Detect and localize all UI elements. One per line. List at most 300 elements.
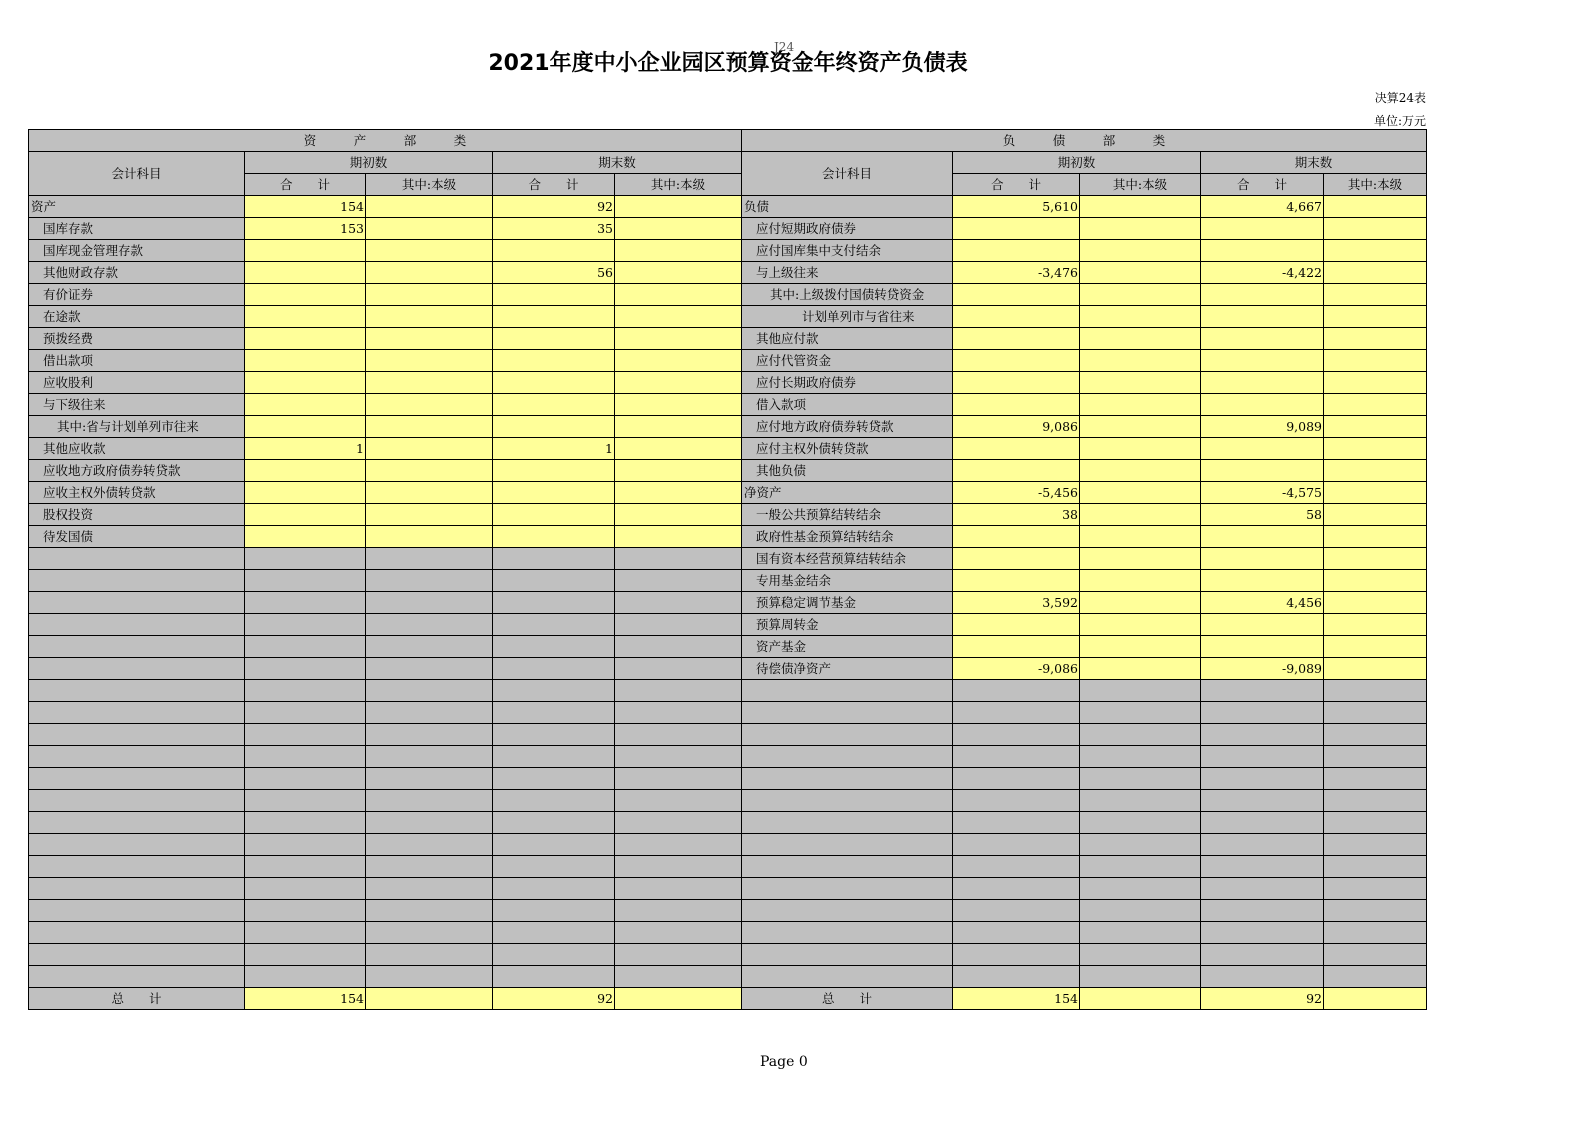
empty-cell bbox=[953, 878, 1080, 900]
liability-subject: 一般公共预算结转结余 bbox=[742, 504, 953, 526]
empty-cell bbox=[1080, 834, 1201, 856]
liability-value: -4,422 bbox=[1201, 262, 1324, 284]
asset-value bbox=[615, 306, 742, 328]
liability-value bbox=[1324, 284, 1427, 306]
liability-subject: 国有资本经营预算结转结余 bbox=[742, 548, 953, 570]
empty-cell bbox=[245, 944, 366, 966]
table-row bbox=[29, 394, 1427, 416]
table-row bbox=[29, 416, 1427, 438]
empty-cell bbox=[1324, 922, 1427, 944]
empty-row bbox=[29, 944, 1427, 966]
asset-value bbox=[615, 592, 742, 614]
empty-cell bbox=[1324, 702, 1427, 724]
asset-subject: 预拨经费 bbox=[29, 328, 245, 350]
liability-value bbox=[953, 328, 1080, 350]
liability-value bbox=[1080, 372, 1201, 394]
liability-value bbox=[1080, 438, 1201, 460]
asset-total-begin: 154 bbox=[245, 988, 366, 1010]
asset-value bbox=[493, 284, 615, 306]
table-row bbox=[29, 482, 1427, 504]
empty-cell bbox=[245, 812, 366, 834]
asset-value bbox=[493, 526, 615, 548]
empty-row bbox=[29, 812, 1427, 834]
empty-row bbox=[29, 922, 1427, 944]
empty-cell bbox=[1080, 812, 1201, 834]
liability-value bbox=[1080, 504, 1201, 526]
asset-value bbox=[366, 636, 493, 658]
liability-value bbox=[1080, 394, 1201, 416]
asset-subject: 股权投资 bbox=[29, 504, 245, 526]
empty-cell bbox=[366, 702, 493, 724]
empty-cell bbox=[493, 724, 615, 746]
empty-row bbox=[29, 966, 1427, 988]
asset-value bbox=[366, 284, 493, 306]
liability-subject: 应付短期政府债券 bbox=[742, 218, 953, 240]
empty-cell bbox=[245, 856, 366, 878]
asset-value bbox=[366, 328, 493, 350]
asset-value bbox=[245, 416, 366, 438]
empty-cell bbox=[245, 878, 366, 900]
empty-cell bbox=[245, 900, 366, 922]
liability-value bbox=[1080, 482, 1201, 504]
empty-cell bbox=[742, 746, 953, 768]
empty-cell bbox=[1324, 746, 1427, 768]
empty-cell bbox=[1324, 812, 1427, 834]
liability-value bbox=[1324, 460, 1427, 482]
asset-subject: 应收股利 bbox=[29, 372, 245, 394]
liability-value: 9,089 bbox=[1201, 416, 1324, 438]
liability-subject: 负债 bbox=[742, 196, 953, 218]
liability-value bbox=[1324, 504, 1427, 526]
empty-cell bbox=[1324, 856, 1427, 878]
liability-value: 9,086 bbox=[953, 416, 1080, 438]
empty-cell bbox=[366, 922, 493, 944]
asset-value: 1 bbox=[493, 438, 615, 460]
liability-subject: 专用基金结余 bbox=[742, 570, 953, 592]
empty-cell bbox=[1324, 724, 1427, 746]
asset-value bbox=[245, 350, 366, 372]
liability-value bbox=[953, 218, 1080, 240]
liability-value bbox=[953, 350, 1080, 372]
asset-value bbox=[493, 240, 615, 262]
empty-cell bbox=[29, 746, 245, 768]
empty-cell bbox=[245, 768, 366, 790]
liability-subject: 其他应付款 bbox=[742, 328, 953, 350]
asset-value bbox=[366, 438, 493, 460]
empty-cell bbox=[742, 768, 953, 790]
liability-total-begin-self bbox=[1080, 988, 1201, 1010]
empty-cell bbox=[29, 966, 245, 988]
empty-row bbox=[29, 724, 1427, 746]
liability-begin-header: 期初数 bbox=[953, 152, 1201, 174]
empty-cell bbox=[953, 856, 1080, 878]
asset-value bbox=[245, 614, 366, 636]
liability-value bbox=[1080, 284, 1201, 306]
asset-value bbox=[245, 504, 366, 526]
empty-cell bbox=[245, 922, 366, 944]
empty-cell bbox=[1080, 702, 1201, 724]
empty-cell bbox=[245, 966, 366, 988]
empty-cell bbox=[742, 702, 953, 724]
liability-value bbox=[1201, 328, 1324, 350]
asset-subject: 国库现金管理存款 bbox=[29, 240, 245, 262]
liability-total-end-self bbox=[1324, 988, 1427, 1010]
liability-subject: 其他负债 bbox=[742, 460, 953, 482]
asset-value bbox=[615, 504, 742, 526]
empty-cell bbox=[1324, 944, 1427, 966]
empty-cell bbox=[953, 966, 1080, 988]
empty-row bbox=[29, 680, 1427, 702]
liability-value bbox=[953, 570, 1080, 592]
empty-cell bbox=[742, 812, 953, 834]
empty-cell bbox=[493, 922, 615, 944]
table-row bbox=[29, 372, 1427, 394]
empty-row bbox=[29, 856, 1427, 878]
asset-subject: 待发国债 bbox=[29, 526, 245, 548]
asset-value bbox=[366, 614, 493, 636]
liability-value bbox=[1324, 306, 1427, 328]
empty-cell bbox=[366, 790, 493, 812]
asset-subject-header: 会计科目 bbox=[29, 152, 245, 196]
liability-value bbox=[1201, 284, 1324, 306]
asset-value bbox=[615, 328, 742, 350]
liability-value bbox=[1201, 394, 1324, 416]
liability-value bbox=[953, 614, 1080, 636]
liability-value: 38 bbox=[953, 504, 1080, 526]
liability-value bbox=[1324, 196, 1427, 218]
asset-value bbox=[493, 636, 615, 658]
liability-value: -9,089 bbox=[1201, 658, 1324, 680]
empty-cell bbox=[1201, 834, 1324, 856]
asset-total-label: 总 计 bbox=[29, 988, 245, 1010]
empty-cell bbox=[615, 746, 742, 768]
table-row bbox=[29, 240, 1427, 262]
liability-subject: 应付长期政府债券 bbox=[742, 372, 953, 394]
asset-end-header: 期末数 bbox=[493, 152, 742, 174]
empty-cell bbox=[1080, 944, 1201, 966]
liability-begin-self-header: 其中:本级 bbox=[1080, 174, 1201, 196]
asset-value bbox=[245, 240, 366, 262]
liability-value bbox=[1324, 350, 1427, 372]
liability-value bbox=[1201, 548, 1324, 570]
empty-cell bbox=[493, 834, 615, 856]
liability-subject: 预算周转金 bbox=[742, 614, 953, 636]
empty-cell bbox=[1324, 768, 1427, 790]
empty-cell bbox=[1201, 922, 1324, 944]
empty-cell bbox=[1080, 922, 1201, 944]
empty-cell bbox=[29, 702, 245, 724]
liability-value bbox=[1324, 526, 1427, 548]
empty-row bbox=[29, 746, 1427, 768]
empty-cell bbox=[742, 966, 953, 988]
asset-value bbox=[245, 284, 366, 306]
asset-value bbox=[493, 592, 615, 614]
empty-cell bbox=[1201, 812, 1324, 834]
asset-value bbox=[493, 372, 615, 394]
asset-value bbox=[245, 570, 366, 592]
empty-cell bbox=[29, 768, 245, 790]
empty-cell bbox=[245, 746, 366, 768]
asset-value bbox=[245, 592, 366, 614]
liability-value bbox=[1080, 614, 1201, 636]
liability-value bbox=[953, 240, 1080, 262]
empty-cell bbox=[366, 944, 493, 966]
empty-cell bbox=[1201, 966, 1324, 988]
table-row bbox=[29, 218, 1427, 240]
empty-cell bbox=[615, 856, 742, 878]
table-row bbox=[29, 548, 1427, 570]
empty-cell bbox=[742, 944, 953, 966]
liability-subject: 应付国库集中支付结余 bbox=[742, 240, 953, 262]
empty-cell bbox=[245, 724, 366, 746]
asset-begin-self-header: 其中:本级 bbox=[366, 174, 493, 196]
empty-cell bbox=[615, 834, 742, 856]
table-row bbox=[29, 196, 1427, 218]
asset-value bbox=[493, 614, 615, 636]
asset-value bbox=[493, 504, 615, 526]
asset-value: 1 bbox=[245, 438, 366, 460]
empty-cell bbox=[1201, 768, 1324, 790]
asset-begin-header: 期初数 bbox=[245, 152, 493, 174]
asset-value bbox=[615, 372, 742, 394]
asset-subject: 应收地方政府债券转贷款 bbox=[29, 460, 245, 482]
asset-subject bbox=[29, 548, 245, 570]
asset-value bbox=[366, 196, 493, 218]
empty-cell bbox=[742, 878, 953, 900]
empty-cell bbox=[366, 724, 493, 746]
asset-subject: 国库存款 bbox=[29, 218, 245, 240]
asset-subject: 其他应收款 bbox=[29, 438, 245, 460]
empty-cell bbox=[29, 900, 245, 922]
asset-subject: 借出款项 bbox=[29, 350, 245, 372]
liability-value bbox=[1324, 240, 1427, 262]
liability-value bbox=[1324, 548, 1427, 570]
liability-value bbox=[1324, 218, 1427, 240]
empty-cell bbox=[615, 878, 742, 900]
liability-value: -3,476 bbox=[953, 262, 1080, 284]
liability-value bbox=[1324, 328, 1427, 350]
empty-cell bbox=[366, 900, 493, 922]
table-row bbox=[29, 504, 1427, 526]
asset-value bbox=[615, 614, 742, 636]
liability-value bbox=[1080, 416, 1201, 438]
asset-value bbox=[615, 658, 742, 680]
form-number: 决算24表 bbox=[1374, 91, 1426, 105]
empty-cell bbox=[1080, 724, 1201, 746]
liability-total-begin: 154 bbox=[953, 988, 1080, 1010]
liability-value bbox=[953, 394, 1080, 416]
asset-value bbox=[615, 460, 742, 482]
empty-cell bbox=[1324, 966, 1427, 988]
page-title: 2021年度中小企业园区预算资金年终资产负债表 bbox=[488, 51, 968, 76]
empty-cell bbox=[953, 680, 1080, 702]
asset-value bbox=[615, 262, 742, 284]
asset-value bbox=[366, 460, 493, 482]
empty-cell bbox=[1080, 878, 1201, 900]
empty-cell bbox=[1201, 878, 1324, 900]
empty-cell bbox=[742, 856, 953, 878]
liability-value bbox=[1201, 614, 1324, 636]
liability-value bbox=[1080, 306, 1201, 328]
asset-end-total-header: 合 计 bbox=[493, 174, 615, 196]
table-row bbox=[29, 350, 1427, 372]
asset-value bbox=[366, 548, 493, 570]
empty-cell bbox=[1201, 702, 1324, 724]
liability-value bbox=[1201, 372, 1324, 394]
asset-total-begin-self bbox=[366, 988, 493, 1010]
asset-value bbox=[245, 262, 366, 284]
asset-value: 154 bbox=[245, 196, 366, 218]
asset-value bbox=[245, 460, 366, 482]
liability-subject: 借入款项 bbox=[742, 394, 953, 416]
empty-cell bbox=[366, 812, 493, 834]
liability-subject: 政府性基金预算结转结余 bbox=[742, 526, 953, 548]
empty-cell bbox=[493, 768, 615, 790]
empty-cell bbox=[245, 834, 366, 856]
liability-value bbox=[1080, 240, 1201, 262]
table-row bbox=[29, 284, 1427, 306]
liability-value bbox=[1324, 262, 1427, 284]
liability-subject: 计划单列市与省往来 bbox=[742, 306, 953, 328]
empty-cell bbox=[615, 680, 742, 702]
liability-value bbox=[953, 438, 1080, 460]
empty-cell bbox=[615, 922, 742, 944]
empty-cell bbox=[1080, 768, 1201, 790]
liability-value bbox=[1080, 460, 1201, 482]
empty-cell bbox=[953, 812, 1080, 834]
liability-subject: 净资产 bbox=[742, 482, 953, 504]
asset-value bbox=[615, 438, 742, 460]
empty-cell bbox=[615, 724, 742, 746]
empty-cell bbox=[615, 900, 742, 922]
liability-value bbox=[1324, 658, 1427, 680]
empty-cell bbox=[493, 702, 615, 724]
liability-value bbox=[1080, 570, 1201, 592]
asset-value bbox=[366, 482, 493, 504]
asset-value bbox=[366, 504, 493, 526]
liability-value bbox=[1324, 614, 1427, 636]
asset-value bbox=[366, 658, 493, 680]
asset-value bbox=[493, 482, 615, 504]
table-row bbox=[29, 438, 1427, 460]
table-row bbox=[29, 592, 1427, 614]
empty-cell bbox=[29, 834, 245, 856]
asset-value bbox=[615, 416, 742, 438]
asset-value bbox=[615, 240, 742, 262]
unit-label: 单位:万元 bbox=[1373, 114, 1426, 128]
liability-total-end: 92 bbox=[1201, 988, 1324, 1010]
empty-cell bbox=[493, 790, 615, 812]
empty-cell bbox=[742, 790, 953, 812]
empty-cell bbox=[1324, 900, 1427, 922]
empty-cell bbox=[1080, 966, 1201, 988]
asset-value bbox=[245, 482, 366, 504]
asset-begin-total-header: 合 计 bbox=[245, 174, 366, 196]
asset-total-end-self bbox=[615, 988, 742, 1010]
table-row bbox=[29, 262, 1427, 284]
liability-value bbox=[1080, 658, 1201, 680]
liability-value bbox=[1080, 262, 1201, 284]
asset-section-header: 资 产 部 类 bbox=[29, 130, 742, 152]
liability-value bbox=[1080, 218, 1201, 240]
liability-value bbox=[953, 284, 1080, 306]
liability-value bbox=[1324, 570, 1427, 592]
asset-end-self-header: 其中:本级 bbox=[615, 174, 742, 196]
asset-subject: 其中:省与计划单列市往来 bbox=[29, 416, 245, 438]
asset-value bbox=[493, 306, 615, 328]
empty-cell bbox=[615, 944, 742, 966]
asset-value bbox=[366, 592, 493, 614]
empty-row bbox=[29, 790, 1427, 812]
liability-value bbox=[1324, 438, 1427, 460]
empty-cell bbox=[245, 680, 366, 702]
liability-total-label: 总 计 bbox=[742, 988, 953, 1010]
asset-value bbox=[245, 328, 366, 350]
empty-cell bbox=[366, 746, 493, 768]
liability-value bbox=[953, 372, 1080, 394]
asset-subject: 在途款 bbox=[29, 306, 245, 328]
liability-value: 4,667 bbox=[1201, 196, 1324, 218]
asset-value bbox=[366, 394, 493, 416]
empty-cell bbox=[245, 702, 366, 724]
asset-subject bbox=[29, 592, 245, 614]
empty-cell bbox=[1080, 680, 1201, 702]
liability-value bbox=[1324, 636, 1427, 658]
liability-value bbox=[1080, 350, 1201, 372]
asset-subject bbox=[29, 658, 245, 680]
asset-value bbox=[245, 526, 366, 548]
empty-cell bbox=[953, 834, 1080, 856]
empty-cell bbox=[615, 768, 742, 790]
empty-cell bbox=[742, 680, 953, 702]
liability-value bbox=[953, 460, 1080, 482]
table-row bbox=[29, 306, 1427, 328]
empty-cell bbox=[366, 680, 493, 702]
asset-value bbox=[366, 218, 493, 240]
table-row bbox=[29, 636, 1427, 658]
empty-cell bbox=[493, 746, 615, 768]
empty-cell bbox=[366, 834, 493, 856]
asset-value bbox=[493, 658, 615, 680]
empty-cell bbox=[366, 768, 493, 790]
empty-cell bbox=[953, 790, 1080, 812]
liability-subject: 与上级往来 bbox=[742, 262, 953, 284]
liability-value: -5,456 bbox=[953, 482, 1080, 504]
liability-subject: 应付地方政府债券转贷款 bbox=[742, 416, 953, 438]
asset-value: 153 bbox=[245, 218, 366, 240]
asset-value: 56 bbox=[493, 262, 615, 284]
asset-value bbox=[493, 394, 615, 416]
empty-cell bbox=[953, 900, 1080, 922]
empty-cell bbox=[742, 834, 953, 856]
empty-cell bbox=[29, 878, 245, 900]
asset-value bbox=[493, 328, 615, 350]
empty-cell bbox=[1201, 900, 1324, 922]
asset-value bbox=[366, 240, 493, 262]
empty-cell bbox=[1080, 790, 1201, 812]
asset-value bbox=[245, 658, 366, 680]
asset-value bbox=[615, 284, 742, 306]
empty-cell bbox=[29, 790, 245, 812]
liability-value bbox=[953, 636, 1080, 658]
liability-value bbox=[1201, 636, 1324, 658]
asset-value bbox=[366, 526, 493, 548]
liability-value bbox=[1324, 482, 1427, 504]
liability-subject-header: 会计科目 bbox=[742, 152, 953, 196]
empty-cell bbox=[29, 812, 245, 834]
table-row bbox=[29, 328, 1427, 350]
empty-cell bbox=[953, 922, 1080, 944]
